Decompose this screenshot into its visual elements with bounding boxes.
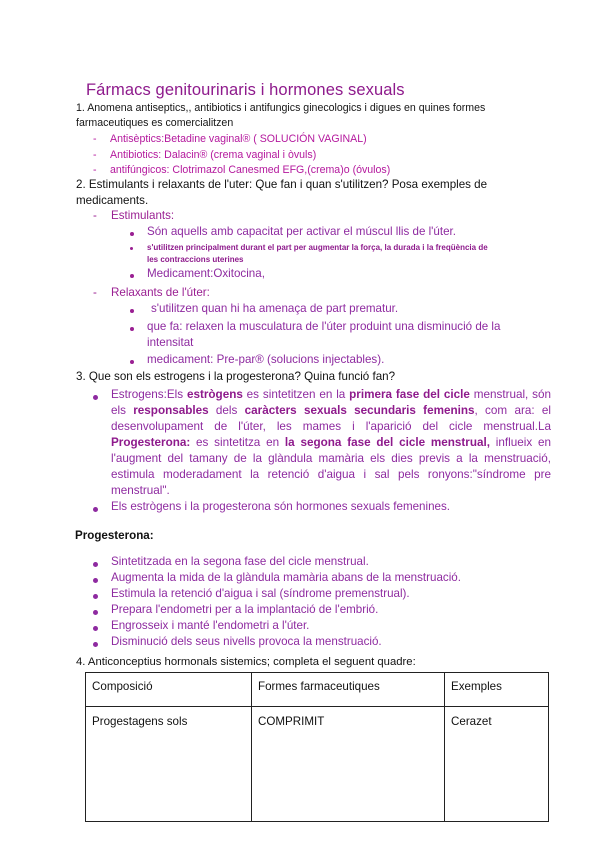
antibiotic-item: Antibiotics: Dalacin® (crema vaginal i òvuls) xyxy=(110,149,317,161)
table-header-cell: Composició xyxy=(86,673,252,707)
relaxants-heading: - Relaxants de l'úter: xyxy=(93,286,210,299)
anticonceptius-table xyxy=(85,672,549,822)
list-item: - Antisèptics:Betadine vaginal® ( SOLUCIÓN VAGINAL) xyxy=(93,133,367,145)
question-3: 3. Que son els estrogens i la progesterona? Quina funció fan? xyxy=(76,370,396,383)
bullet-icon xyxy=(93,626,98,631)
relaxants-bullet-2-line-2: intensitat xyxy=(147,336,194,349)
table-header-row xyxy=(86,673,549,707)
bullet-icon xyxy=(130,247,133,250)
question-1: 1. Anomena antiseptics,, antibiotics i antifungics ginecologics i digues en quines formes farmaceutiques es comercialitzen xyxy=(76,102,486,129)
relaxants-bullet-3: medicament: Pre-par® (solucions injectables). xyxy=(147,353,385,366)
estimulants-bullet-1: Són aquells amb capacitat per activar el múscul llis de l'úter. xyxy=(147,225,456,238)
estimulants-bullet-3: Medicament:Oxitocina, xyxy=(147,267,265,280)
bullet-icon xyxy=(93,562,98,567)
bullet-icon xyxy=(130,274,134,278)
question-2-line-1: 2. Estimulants i relaxants de l'uter: Que fan i quan s'utilitzen? Posa exemples de xyxy=(76,178,488,191)
page-title: Fármacs genitourinaris i hormones sexuals xyxy=(86,81,405,99)
relaxants-bullet-2-line-1: que fa: relaxen la musculatura de l'úter produint una disminució de la xyxy=(147,320,501,333)
progesterona-item: Engrosseix i manté l'endometri a l'úter. xyxy=(111,619,310,632)
bullet-icon xyxy=(130,309,134,313)
bullet-icon xyxy=(93,578,98,583)
relaxants-bullet-1: s'utilitzen quan hi ha amenaça de part prematur. xyxy=(151,302,399,315)
progesterona-item: Prepara l'endometri per a la implantació de l'embrió. xyxy=(111,603,379,616)
progesterona-item: Sintetitzada en la segona fase del cicle menstrual. xyxy=(111,555,369,568)
hormones-sentence: Els estrògens i la progesterona són hormones sexuals femenines. xyxy=(111,500,450,513)
bullet-icon xyxy=(130,360,134,364)
estimulants-label: Estimulants: xyxy=(111,209,175,222)
bullet-icon xyxy=(93,395,98,400)
table-cell: COMPRIMIT xyxy=(252,707,445,822)
bullet-icon xyxy=(93,610,98,615)
list-item: - antifúngicos: Clotrimazol Canesmed EFG,(crema)o (óvulos) xyxy=(93,164,391,176)
estimulants-bullet-2-line-2: les contraccions uterines xyxy=(147,255,244,264)
bullet-icon xyxy=(93,642,98,647)
bullet-icon xyxy=(93,507,98,512)
estrogens-paragraph: Estrogens:Els estrògens es sintetitzen en la primera fase del cicle menstrual, són els responsables dels caràcters sexuals secundaris femenins, com ara: el desenvolupament de l'úter, les mames i l'aparició del cicle menstrual.La Progesterona: es sintetitza en la segona fase del cicle menstrual, influeix en l'augment del tamany de la glàndula mamària els dies previs a la menstruació, estimula moderadament la retenció d'aigua i sal pels ronyons:"síndrome pre menstrual". xyxy=(111,388,552,497)
table-row xyxy=(86,707,549,822)
bullet-icon xyxy=(130,327,134,331)
antiseptic-item: Antisèptics:Betadine vaginal® ( SOLUCIÓN VAGINAL) xyxy=(110,133,367,145)
bullet-icon xyxy=(130,232,134,236)
question-4: 4. Anticonceptius hormonals sistemics; completa el seguent quadre: xyxy=(76,656,416,668)
question-2-line-2: medicaments. xyxy=(76,194,149,207)
table-cell: Progestagens sols xyxy=(86,707,252,822)
progesterona-item: Estimula la retenció d'aigua i sal (síndrome premenstrual). xyxy=(111,587,410,600)
relaxants-label: Relaxants de l'úter: xyxy=(111,286,210,299)
progesterona-heading: Progesterona: xyxy=(75,529,154,542)
antifungal-item: antifúngicos: Clotrimazol Canesmed EFG,(crema)o (óvulos) xyxy=(110,164,391,176)
bullet-icon xyxy=(93,594,98,599)
progesterona-item: Augmenta la mida de la glàndula mamària abans de la menstruació. xyxy=(111,571,461,584)
estimulants-heading: - Estimulants: xyxy=(93,209,175,222)
table-header-cell: Formes farmaceutiques xyxy=(252,673,445,707)
table-header-cell: Exemples xyxy=(445,673,549,707)
estimulants-bullet-2-line-1: s'utilitzen principalment durant el part per augmentar la força, la durada i la freqüència de xyxy=(147,243,488,252)
table-cell: Cerazet xyxy=(445,707,549,822)
progesterona-item: Disminució dels seus nivells provoca la menstruació. xyxy=(111,635,382,648)
list-item: - Antibiotics: Dalacin® (crema vaginal i òvuls) xyxy=(93,149,317,161)
